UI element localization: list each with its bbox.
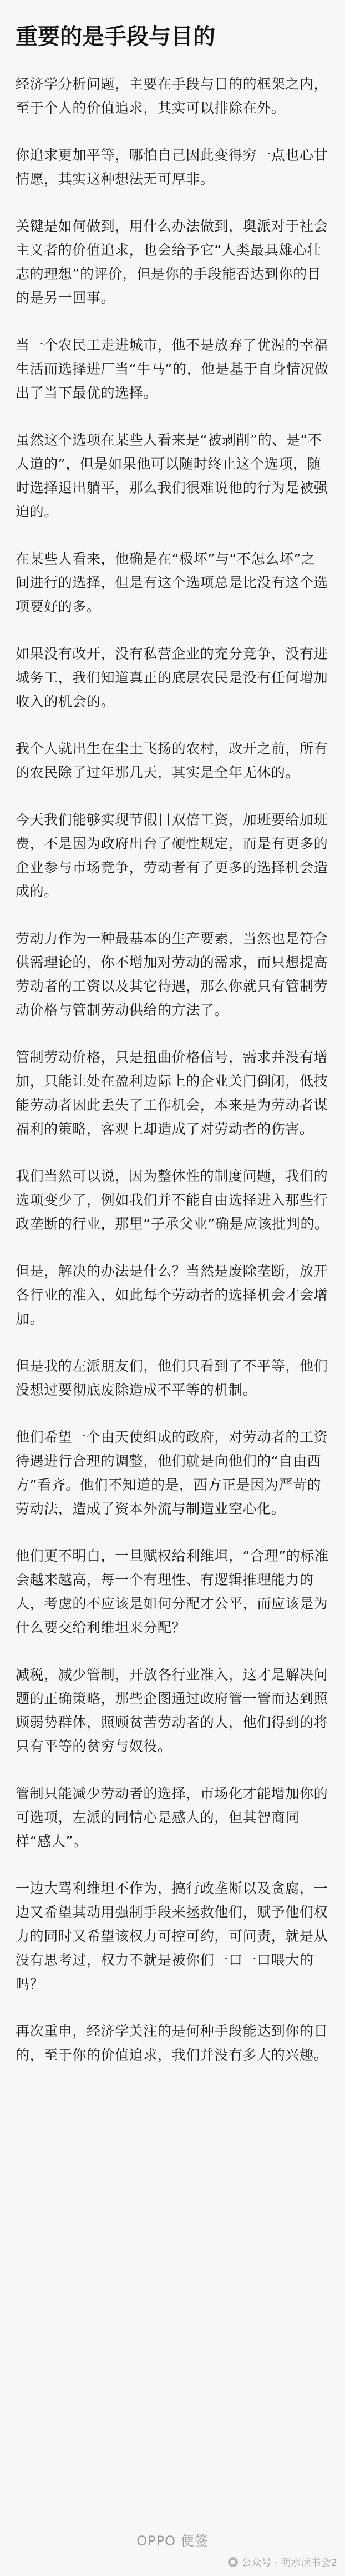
paragraph: 他们希望一个由天使组成的政府，对劳动者的工资待遇进行合理的调整，他们就是向他们的“自由西方”看齐。他们不知道的是，西方正是因为严苛的劳动法，造成了资本外流与制造业空心化。 bbox=[16, 1429, 328, 1517]
paragraph: 我们当然可以说，因为整体性的制度问题，我们的选项变少了，例如我们并不能自由选择进入那些行政垄断的行业，那里“子承父业”确是应该批判的。 bbox=[16, 1168, 329, 1232]
page-title: 重要的是手段与目的 bbox=[16, 24, 215, 49]
paragraph: 他们更不明白，一旦赋权给利维坦，“合理”的标准会越来越高，每一个有理性、有逻辑推理能力的人，考虑的不应该是如何分配才公平，而应该是为什么要交给利维坦来分配？ bbox=[16, 1548, 329, 1636]
paragraph: 在某些人看来，他确是在“极坏”与“不怎么坏”之间进行的选择，但是有这个选项总是比没有这个选项要好的多。 bbox=[16, 551, 328, 615]
paragraph: 当一个农民工走进城市，他不是放弃了优渥的幸福生活而选择进厂当“牛马”的，他是基于自身情况做出了当下最优的选择。 bbox=[16, 337, 329, 401]
paragraph: 管制只能减少劳动者的选择，市场化才能增加你的可选项，左派的同情心是感人的，但其智商同样“感人”。 bbox=[16, 1785, 328, 1849]
paragraph: 劳动力作为一种最基本的生产要素，当然也是符合供需理论的，你不增加对劳动的需求，而只想提高劳动者的工资以及其它待遇，那么你就只有管制劳动价格与管制劳动供给的方法了。 bbox=[16, 930, 328, 1018]
paragraph: 一边大骂利维坦不作为，搞行政垄断以及贪腐，一边又希望其动用强制手段来拯救他们，赋予他们权力的同时又希望该权力可控可约，可问责，就是从没有思考过，权力不就是被你们一口一口喂大的吗？ bbox=[16, 1880, 328, 1992]
paragraph: 如果没有改开，没有私营企业的充分竞争，没有进城务工，我们知道真正的底层农民是没有任何增加收入的机会的。 bbox=[16, 646, 328, 710]
app-brand-footer: OPPO 便签 bbox=[136, 2533, 209, 2549]
paragraph: 再次重申，经济学关注的是何种手段能达到你的目的，至于你的价值追求，我们并没有多大的兴趣。 bbox=[16, 2023, 328, 2063]
paragraph: 关键是如何做到，用什么办法做到，奥派对于社会主义者的价值追求，也会给予它“人类最具雄心壮志的理想”的评价，但是你的手段能否达到你的目的是另一回事。 bbox=[16, 218, 328, 306]
wechat-official-account-icon bbox=[228, 2557, 238, 2567]
paragraph: 但是我的左派朋友们，他们只看到了不平等，他们没想过要彻底废除造成不平等的机制。 bbox=[16, 1358, 328, 1398]
paragraph: 虽然这个选项在某些人看来是“被剥削”的、是“不人道的”，但是如果他可以随时终止这个选项，随时选择退出躺平，那么我们很难说他的行为是被强迫的。 bbox=[16, 432, 328, 520]
note-body bbox=[16, 72, 329, 2067]
paragraph: 减税，减少管制，开放各行业准入，这才是解决问题的正确策略，那些企图通过政府管一管而达到照顾弱势群体，照顾贫苦劳动者的人，他们得到的将只有平等的贫穷与奴役。 bbox=[16, 1667, 328, 1754]
paragraph: 经济学分析问题，主要在手段与目的的框架之内，至于个人的价值追求，其实可以排除在外。 bbox=[16, 76, 328, 116]
paragraph: 管制劳动价格，只是扭曲价格信号，需求并没有增加，只能让处在盈利边际上的企业关门倒闭，低技能劳动者因此丢失了工作机会，本来是为劳动者谋福利的策略，客观上却造成了对劳动者的伤害。 bbox=[16, 1049, 328, 1137]
paragraph: 你追求更加平等，哪怕自己因此变得穷一点也心甘情愿，其实这种想法无可厚非。 bbox=[16, 147, 328, 187]
paragraph: 我个人就出生在尘土飞扬的农村，改开之前，所有的农民除了过年那几天，其实是全年无休的。 bbox=[16, 741, 328, 781]
paragraph: 今天我们能够实现节假日双倍工资，加班要给加班费，不是因为政府出台了硬性规定，而是有更多的企业参与市场竞争，劳动者有了更多的选择机会造成的。 bbox=[16, 812, 328, 899]
watermark-text: 公众号 · 明水读书会2 bbox=[241, 2557, 337, 2569]
paragraph: 但是，解决的办法是什么？当然是废除垄断，放开各行业的准入，如此每个劳动者的选择机会才会增加。 bbox=[16, 1263, 328, 1327]
watermark bbox=[228, 2555, 337, 2569]
